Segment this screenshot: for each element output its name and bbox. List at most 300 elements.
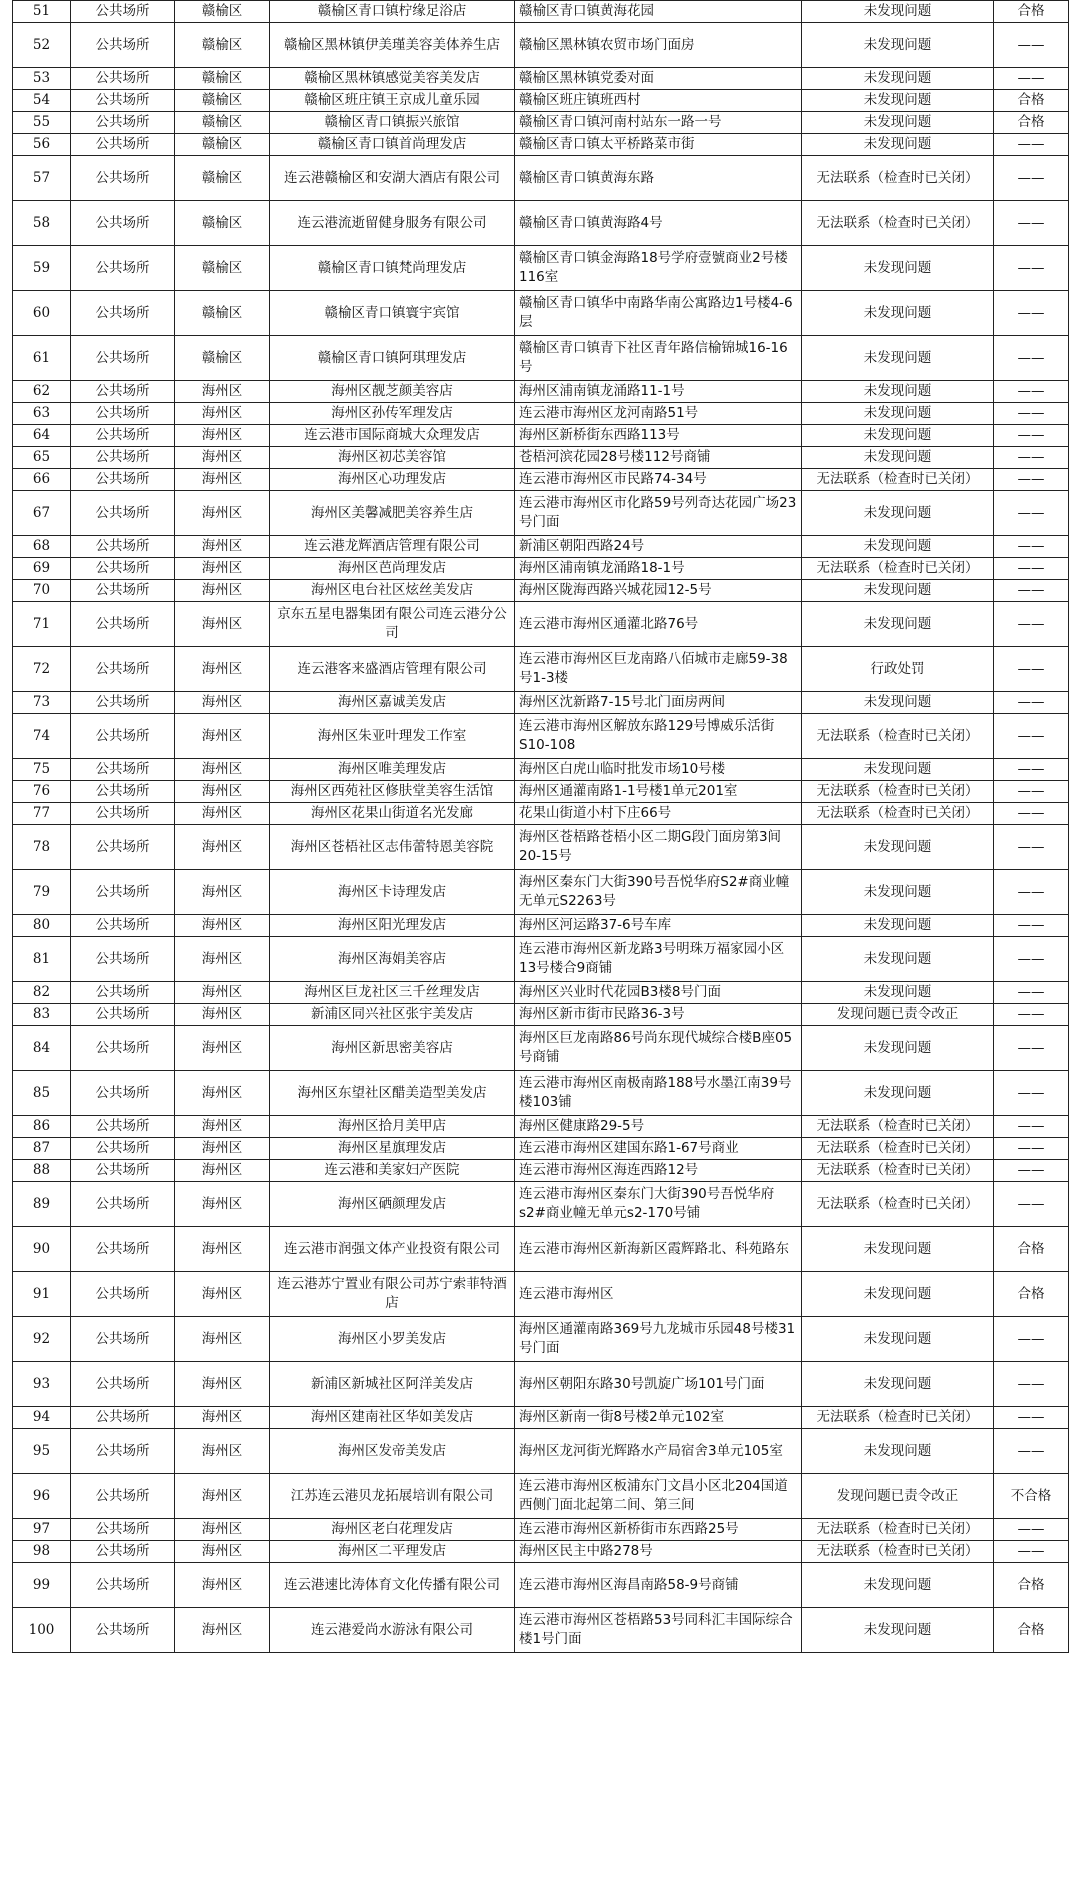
- row-number-cell: 94: [13, 1407, 71, 1429]
- inspection-result-cell: 无法联系（检查时已关闭）: [802, 803, 994, 825]
- district-cell: 赣榆区: [175, 336, 270, 381]
- venue-name-cell: 连云港速比涛体育文化传播有限公司: [270, 1563, 515, 1608]
- remark-cell: ——: [994, 870, 1069, 915]
- venue-name-cell: 海州区老白花理发店: [270, 1519, 515, 1541]
- district-cell: 海州区: [175, 491, 270, 536]
- venue-name-cell: 连云港和美家妇产医院: [270, 1160, 515, 1182]
- row-number-cell: 80: [13, 915, 71, 937]
- venue-type-cell: 公共场所: [71, 1608, 175, 1653]
- district-cell: 海州区: [175, 1138, 270, 1160]
- remark-cell: ——: [994, 291, 1069, 336]
- row-number-cell: 52: [13, 23, 71, 68]
- district-cell: 赣榆区: [175, 23, 270, 68]
- venue-type-cell: 公共场所: [71, 336, 175, 381]
- venue-address-cell: 连云港市海州区新海新区霞辉路北、科苑路东: [515, 1227, 802, 1272]
- venue-address-cell: 赣榆区青口镇太平桥路菜市街: [515, 134, 802, 156]
- remark-cell: 合格: [994, 1608, 1069, 1653]
- district-cell: 赣榆区: [175, 246, 270, 291]
- venue-name-cell: 海州区朱亚叶理发工作室: [270, 714, 515, 759]
- row-number-cell: 87: [13, 1138, 71, 1160]
- row-number-cell: 55: [13, 112, 71, 134]
- venue-address-cell: 连云港市海州区通灌北路76号: [515, 602, 802, 647]
- inspection-result-cell: 未发现问题: [802, 1608, 994, 1653]
- venue-type-cell: 公共场所: [71, 1474, 175, 1519]
- row-number-cell: 57: [13, 156, 71, 201]
- venue-type-cell: 公共场所: [71, 381, 175, 403]
- venue-type-cell: 公共场所: [71, 803, 175, 825]
- venue-name-cell: 海州区建南社区华如美发店: [270, 1407, 515, 1429]
- remark-cell: 合格: [994, 1227, 1069, 1272]
- venue-type-cell: 公共场所: [71, 982, 175, 1004]
- row-number-cell: 70: [13, 580, 71, 602]
- inspection-result-cell: 无法联系（检查时已关闭）: [802, 558, 994, 580]
- table-row: [13, 714, 1069, 759]
- inspection-result-cell: 未发现问题: [802, 1026, 994, 1071]
- remark-cell: ——: [994, 201, 1069, 246]
- venue-name-cell: 赣榆区青口镇柠缘足浴店: [270, 1, 515, 23]
- district-cell: 海州区: [175, 937, 270, 982]
- remark-cell: ——: [994, 425, 1069, 447]
- venue-type-cell: 公共场所: [71, 1563, 175, 1608]
- venue-name-cell: 海州区二平理发店: [270, 1541, 515, 1563]
- remark-cell: ——: [994, 1541, 1069, 1563]
- venue-type-cell: 公共场所: [71, 781, 175, 803]
- table-row: [13, 1004, 1069, 1026]
- venue-address-cell: 连云港市海州区秦东门大街390号吾悦华府s2#商业幢无单元s2-170号铺: [515, 1182, 802, 1227]
- inspection-result-cell: 未发现问题: [802, 825, 994, 870]
- row-number-cell: 85: [13, 1071, 71, 1116]
- venue-type-cell: 公共场所: [71, 425, 175, 447]
- inspection-result-cell: 未发现问题: [802, 381, 994, 403]
- venue-address-cell: 海州区通灌南路369号九龙城市乐园48号楼31号门面: [515, 1317, 802, 1362]
- table-row: [13, 201, 1069, 246]
- row-number-cell: 83: [13, 1004, 71, 1026]
- venue-name-cell: 海州区嘉诚美发店: [270, 692, 515, 714]
- remark-cell: ——: [994, 781, 1069, 803]
- venue-address-cell: 连云港市海州区龙河南路51号: [515, 403, 802, 425]
- table-row: [13, 1608, 1069, 1653]
- table-row: [13, 825, 1069, 870]
- district-cell: 海州区: [175, 1116, 270, 1138]
- row-number-cell: 76: [13, 781, 71, 803]
- row-number-cell: 62: [13, 381, 71, 403]
- row-number-cell: 88: [13, 1160, 71, 1182]
- table-row: [13, 536, 1069, 558]
- row-number-cell: 64: [13, 425, 71, 447]
- inspection-result-cell: 行政处罚: [802, 647, 994, 692]
- venue-name-cell: 赣榆区青口镇首尚理发店: [270, 134, 515, 156]
- venue-name-cell: 赣榆区青口镇寰宇宾馆: [270, 291, 515, 336]
- table-row: [13, 403, 1069, 425]
- table-row: [13, 336, 1069, 381]
- remark-cell: ——: [994, 558, 1069, 580]
- table-row: [13, 692, 1069, 714]
- venue-address-cell: 苍梧河滨花园28号楼112号商铺: [515, 447, 802, 469]
- district-cell: 海州区: [175, 825, 270, 870]
- district-cell: 海州区: [175, 381, 270, 403]
- remark-cell: 合格: [994, 112, 1069, 134]
- table-row: [13, 134, 1069, 156]
- remark-cell: ——: [994, 1116, 1069, 1138]
- remark-cell: ——: [994, 1317, 1069, 1362]
- venue-address-cell: 连云港市海州区新龙路3号明珠万福家园小区13号楼合9商铺: [515, 937, 802, 982]
- venue-address-cell: 连云港市海州区解放东路129号博威乐活街S10-108: [515, 714, 802, 759]
- venue-name-cell: 海州区小罗美发店: [270, 1317, 515, 1362]
- venue-type-cell: 公共场所: [71, 291, 175, 336]
- venue-type-cell: 公共场所: [71, 1004, 175, 1026]
- venue-type-cell: 公共场所: [71, 246, 175, 291]
- district-cell: 海州区: [175, 1407, 270, 1429]
- district-cell: 赣榆区: [175, 90, 270, 112]
- district-cell: 海州区: [175, 1541, 270, 1563]
- inspection-result-cell: 无法联系（检查时已关闭）: [802, 1407, 994, 1429]
- venue-address-cell: 连云港市海州区苍梧路53号同科汇丰国际综合楼1号门面: [515, 1608, 802, 1653]
- table-row: [13, 1407, 1069, 1429]
- venue-name-cell: 海州区心功理发店: [270, 469, 515, 491]
- venue-type-cell: 公共场所: [71, 1116, 175, 1138]
- district-cell: 海州区: [175, 447, 270, 469]
- district-cell: 海州区: [175, 602, 270, 647]
- table-row: [13, 381, 1069, 403]
- remark-cell: ——: [994, 23, 1069, 68]
- district-cell: 海州区: [175, 403, 270, 425]
- district-cell: 海州区: [175, 425, 270, 447]
- row-number-cell: 95: [13, 1429, 71, 1474]
- remark-cell: ——: [994, 336, 1069, 381]
- venue-address-cell: 连云港市海州区巨龙南路八佰城市走廊59-38号1-3楼: [515, 647, 802, 692]
- venue-name-cell: 赣榆区青口镇振兴旅馆: [270, 112, 515, 134]
- inspection-result-cell: 未发现问题: [802, 112, 994, 134]
- row-number-cell: 59: [13, 246, 71, 291]
- district-cell: 海州区: [175, 982, 270, 1004]
- remark-cell: ——: [994, 825, 1069, 870]
- row-number-cell: 69: [13, 558, 71, 580]
- table-row: [13, 1272, 1069, 1317]
- remark-cell: ——: [994, 246, 1069, 291]
- district-cell: 海州区: [175, 692, 270, 714]
- venue-type-cell: 公共场所: [71, 1519, 175, 1541]
- venue-name-cell: 新浦区同兴社区张宇美发店: [270, 1004, 515, 1026]
- remark-cell: 合格: [994, 1, 1069, 23]
- table-row: [13, 1160, 1069, 1182]
- inspection-result-cell: 未发现问题: [802, 1272, 994, 1317]
- inspection-result-cell: 未发现问题: [802, 536, 994, 558]
- district-cell: 海州区: [175, 714, 270, 759]
- row-number-cell: 67: [13, 491, 71, 536]
- venue-type-cell: 公共场所: [71, 1026, 175, 1071]
- venue-name-cell: 赣榆区青口镇阿琪理发店: [270, 336, 515, 381]
- remark-cell: ——: [994, 536, 1069, 558]
- district-cell: 海州区: [175, 580, 270, 602]
- inspection-result-cell: 无法联系（检查时已关闭）: [802, 1182, 994, 1227]
- venue-address-cell: 海州区通灌南路1-1号楼1单元201室: [515, 781, 802, 803]
- table-row: [13, 156, 1069, 201]
- venue-type-cell: 公共场所: [71, 134, 175, 156]
- venue-address-cell: 海州区新桥街东西路113号: [515, 425, 802, 447]
- row-number-cell: 97: [13, 1519, 71, 1541]
- venue-type-cell: 公共场所: [71, 714, 175, 759]
- remark-cell: ——: [994, 580, 1069, 602]
- remark-cell: ——: [994, 381, 1069, 403]
- remark-cell: ——: [994, 403, 1069, 425]
- venue-type-cell: 公共场所: [71, 1138, 175, 1160]
- inspection-result-cell: 未发现问题: [802, 870, 994, 915]
- remark-cell: 合格: [994, 1563, 1069, 1608]
- inspection-result-cell: 未发现问题: [802, 1071, 994, 1116]
- venue-name-cell: 海州区发帝美发店: [270, 1429, 515, 1474]
- row-number-cell: 65: [13, 447, 71, 469]
- venue-address-cell: 海州区兴业时代花园B3楼8号门面: [515, 982, 802, 1004]
- venue-name-cell: 连云港龙辉酒店管理有限公司: [270, 536, 515, 558]
- row-number-cell: 61: [13, 336, 71, 381]
- remark-cell: ——: [994, 1429, 1069, 1474]
- inspection-result-cell: 未发现问题: [802, 580, 994, 602]
- inspection-result-cell: 未发现问题: [802, 915, 994, 937]
- venue-address-cell: 海州区巨龙南路86号尚东现代城综合楼B座05号商铺: [515, 1026, 802, 1071]
- venue-name-cell: 江苏连云港贝龙拓展培训有限公司: [270, 1474, 515, 1519]
- remark-cell: ——: [994, 1182, 1069, 1227]
- district-cell: 赣榆区: [175, 134, 270, 156]
- venue-address-cell: 赣榆区青口镇华中南路华南公寓路边1号楼4-6层: [515, 291, 802, 336]
- venue-name-cell: 海州区阳光理发店: [270, 915, 515, 937]
- row-number-cell: 68: [13, 536, 71, 558]
- row-number-cell: 100: [13, 1608, 71, 1653]
- venue-address-cell: 赣榆区青口镇金海路18号学府壹號商业2号楼116室: [515, 246, 802, 291]
- venue-type-cell: 公共场所: [71, 1407, 175, 1429]
- inspection-result-cell: 无法联系（检查时已关闭）: [802, 201, 994, 246]
- venue-address-cell: 海州区民主中路278号: [515, 1541, 802, 1563]
- inspection-result-cell: 无法联系（检查时已关闭）: [802, 781, 994, 803]
- row-number-cell: 53: [13, 68, 71, 90]
- inspection-result-cell: 无法联系（检查时已关闭）: [802, 1541, 994, 1563]
- row-number-cell: 58: [13, 201, 71, 246]
- venue-name-cell: 海州区电台社区炫丝美发店: [270, 580, 515, 602]
- row-number-cell: 66: [13, 469, 71, 491]
- venue-address-cell: 海州区朝阳东路30号凯旋广场101号门面: [515, 1362, 802, 1407]
- venue-address-cell: 连云港市海州区建国东路1-67号商业: [515, 1138, 802, 1160]
- venue-address-cell: 海州区秦东门大街390号吾悦华府S2#商业幢无单元S2263号: [515, 870, 802, 915]
- remark-cell: ——: [994, 1071, 1069, 1116]
- remark-cell: ——: [994, 602, 1069, 647]
- venue-address-cell: 赣榆区青口镇黄海花园: [515, 1, 802, 23]
- district-cell: 海州区: [175, 1563, 270, 1608]
- venue-address-cell: 连云港市海州区海昌南路58-9号商铺: [515, 1563, 802, 1608]
- venue-address-cell: 海州区浦南镇龙涌路11-1号: [515, 381, 802, 403]
- table-row: [13, 1474, 1069, 1519]
- row-number-cell: 72: [13, 647, 71, 692]
- district-cell: 赣榆区: [175, 156, 270, 201]
- inspection-result-cell: 未发现问题: [802, 602, 994, 647]
- row-number-cell: 90: [13, 1227, 71, 1272]
- district-cell: 海州区: [175, 781, 270, 803]
- table-row: [13, 558, 1069, 580]
- venue-address-cell: 海州区沈新路7-15号北门面房两间: [515, 692, 802, 714]
- inspection-result-cell: 未发现问题: [802, 491, 994, 536]
- remark-cell: 不合格: [994, 1474, 1069, 1519]
- district-cell: 海州区: [175, 1160, 270, 1182]
- venue-address-cell: 海州区陇海西路兴城花园12-5号: [515, 580, 802, 602]
- venue-name-cell: 赣榆区黑林镇感觉美容美发店: [270, 68, 515, 90]
- district-cell: 赣榆区: [175, 112, 270, 134]
- inspection-result-cell: 未发现问题: [802, 425, 994, 447]
- venue-type-cell: 公共场所: [71, 759, 175, 781]
- table-row: [13, 291, 1069, 336]
- venue-address-cell: 海州区浦南镇龙涌路18-1号: [515, 558, 802, 580]
- remark-cell: ——: [994, 692, 1069, 714]
- venue-address-cell: 新浦区朝阳西路24号: [515, 536, 802, 558]
- inspection-result-cell: 未发现问题: [802, 1563, 994, 1608]
- venue-type-cell: 公共场所: [71, 536, 175, 558]
- venue-name-cell: 海州区西苑社区修肤堂美容生活馆: [270, 781, 515, 803]
- venue-type-cell: 公共场所: [71, 23, 175, 68]
- venue-address-cell: 海州区新市街市民路36-3号: [515, 1004, 802, 1026]
- venue-type-cell: 公共场所: [71, 403, 175, 425]
- table-row: [13, 781, 1069, 803]
- venue-address-cell: 赣榆区黑林镇党委对面: [515, 68, 802, 90]
- inspection-result-cell: 未发现问题: [802, 90, 994, 112]
- venue-type-cell: 公共场所: [71, 1362, 175, 1407]
- inspection-result-cell: 发现问题已责令改正: [802, 1474, 994, 1519]
- district-cell: 海州区: [175, 759, 270, 781]
- inspection-result-cell: 未发现问题: [802, 1227, 994, 1272]
- table-row: [13, 982, 1069, 1004]
- district-cell: 海州区: [175, 1182, 270, 1227]
- table-row: [13, 1, 1069, 23]
- row-number-cell: 71: [13, 602, 71, 647]
- row-number-cell: 74: [13, 714, 71, 759]
- table-row: [13, 447, 1069, 469]
- table-row: [13, 870, 1069, 915]
- table-row: [13, 68, 1069, 90]
- district-cell: 海州区: [175, 803, 270, 825]
- table-row: [13, 759, 1069, 781]
- venue-address-cell: 海州区健康路29-5号: [515, 1116, 802, 1138]
- inspection-result-cell: 无法联系（检查时已关闭）: [802, 714, 994, 759]
- row-number-cell: 73: [13, 692, 71, 714]
- table-row: [13, 647, 1069, 692]
- remark-cell: ——: [994, 803, 1069, 825]
- table-row: [13, 915, 1069, 937]
- table-row: [13, 803, 1069, 825]
- venue-type-cell: 公共场所: [71, 1071, 175, 1116]
- remark-cell: ——: [994, 982, 1069, 1004]
- venue-type-cell: 公共场所: [71, 1272, 175, 1317]
- inspection-result-cell: 无法联系（检查时已关闭）: [802, 1116, 994, 1138]
- venue-name-cell: 海州区唯美理发店: [270, 759, 515, 781]
- district-cell: 海州区: [175, 1429, 270, 1474]
- table-row: [13, 1116, 1069, 1138]
- table-row: [13, 1138, 1069, 1160]
- venue-address-cell: 赣榆区黑林镇农贸市场门面房: [515, 23, 802, 68]
- venue-type-cell: 公共场所: [71, 602, 175, 647]
- table-row: [13, 90, 1069, 112]
- district-cell: 海州区: [175, 1004, 270, 1026]
- inspection-result-cell: 无法联系（检查时已关闭）: [802, 1519, 994, 1541]
- table-row: [13, 112, 1069, 134]
- remark-cell: 合格: [994, 1272, 1069, 1317]
- remark-cell: ——: [994, 714, 1069, 759]
- table-row: [13, 425, 1069, 447]
- table-body: [13, 1, 1069, 1653]
- remark-cell: ——: [994, 1407, 1069, 1429]
- row-number-cell: 89: [13, 1182, 71, 1227]
- venue-name-cell: 海州区硒颜理发店: [270, 1182, 515, 1227]
- inspection-result-cell: 未发现问题: [802, 68, 994, 90]
- district-cell: 海州区: [175, 558, 270, 580]
- row-number-cell: 77: [13, 803, 71, 825]
- inspection-result-cell: 未发现问题: [802, 1429, 994, 1474]
- inspection-result-cell: 未发现问题: [802, 982, 994, 1004]
- inspection-result-cell: 未发现问题: [802, 291, 994, 336]
- venue-name-cell: 连云港流逝留健身服务有限公司: [270, 201, 515, 246]
- venue-address-cell: 连云港市海州区: [515, 1272, 802, 1317]
- venue-name-cell: 海州区初芯美容馆: [270, 447, 515, 469]
- inspection-result-cell: 未发现问题: [802, 759, 994, 781]
- venue-address-cell: 海州区龙河街光辉路水产局宿舍3单元105室: [515, 1429, 802, 1474]
- table-row: [13, 491, 1069, 536]
- district-cell: 海州区: [175, 1026, 270, 1071]
- venue-type-cell: 公共场所: [71, 1, 175, 23]
- inspection-result-cell: 未发现问题: [802, 692, 994, 714]
- district-cell: 赣榆区: [175, 68, 270, 90]
- venue-name-cell: 新浦区新城社区阿洋美发店: [270, 1362, 515, 1407]
- inspection-result-cell: 未发现问题: [802, 336, 994, 381]
- venue-type-cell: 公共场所: [71, 1317, 175, 1362]
- table-row: [13, 1227, 1069, 1272]
- district-cell: 海州区: [175, 915, 270, 937]
- inspection-result-cell: 未发现问题: [802, 447, 994, 469]
- venue-name-cell: 海州区靓芝颜美容店: [270, 381, 515, 403]
- venue-address-cell: 海州区河运路37-6号车库: [515, 915, 802, 937]
- inspection-result-cell: 无法联系（检查时已关闭）: [802, 156, 994, 201]
- inspection-result-cell: 未发现问题: [802, 134, 994, 156]
- row-number-cell: 75: [13, 759, 71, 781]
- row-number-cell: 91: [13, 1272, 71, 1317]
- venue-address-cell: 海州区苍梧路苍梧小区二期G段门面房第3间20-15号: [515, 825, 802, 870]
- venue-name-cell: 海州区星旗理发店: [270, 1138, 515, 1160]
- row-number-cell: 98: [13, 1541, 71, 1563]
- district-cell: 海州区: [175, 1227, 270, 1272]
- venue-name-cell: 海州区苍梧社区志伟蕾特恩美容院: [270, 825, 515, 870]
- venue-type-cell: 公共场所: [71, 1429, 175, 1474]
- venue-address-cell: 赣榆区青口镇黄海路4号: [515, 201, 802, 246]
- venue-type-cell: 公共场所: [71, 825, 175, 870]
- venue-name-cell: 海州区海娟美容店: [270, 937, 515, 982]
- venue-name-cell: 连云港市国际商城大众理发店: [270, 425, 515, 447]
- table-row: [13, 1071, 1069, 1116]
- table-row: [13, 23, 1069, 68]
- remark-cell: ——: [994, 156, 1069, 201]
- inspection-result-cell: 未发现问题: [802, 1317, 994, 1362]
- district-cell: 海州区: [175, 536, 270, 558]
- venue-type-cell: 公共场所: [71, 469, 175, 491]
- inspection-result-cell: 发现问题已责令改正: [802, 1004, 994, 1026]
- inspection-result-cell: 未发现问题: [802, 246, 994, 291]
- venue-type-cell: 公共场所: [71, 447, 175, 469]
- row-number-cell: 60: [13, 291, 71, 336]
- venue-name-cell: 海州区花果山街道名光发廊: [270, 803, 515, 825]
- venue-type-cell: 公共场所: [71, 112, 175, 134]
- district-cell: 海州区: [175, 1071, 270, 1116]
- venue-type-cell: 公共场所: [71, 870, 175, 915]
- venue-address-cell: 连云港市海州区海连西路12号: [515, 1160, 802, 1182]
- venue-address-cell: 赣榆区班庄镇班西村: [515, 90, 802, 112]
- venue-type-cell: 公共场所: [71, 491, 175, 536]
- table-row: [13, 1317, 1069, 1362]
- remark-cell: ——: [994, 1026, 1069, 1071]
- venue-name-cell: 连云港客来盛酒店管理有限公司: [270, 647, 515, 692]
- remark-cell: ——: [994, 469, 1069, 491]
